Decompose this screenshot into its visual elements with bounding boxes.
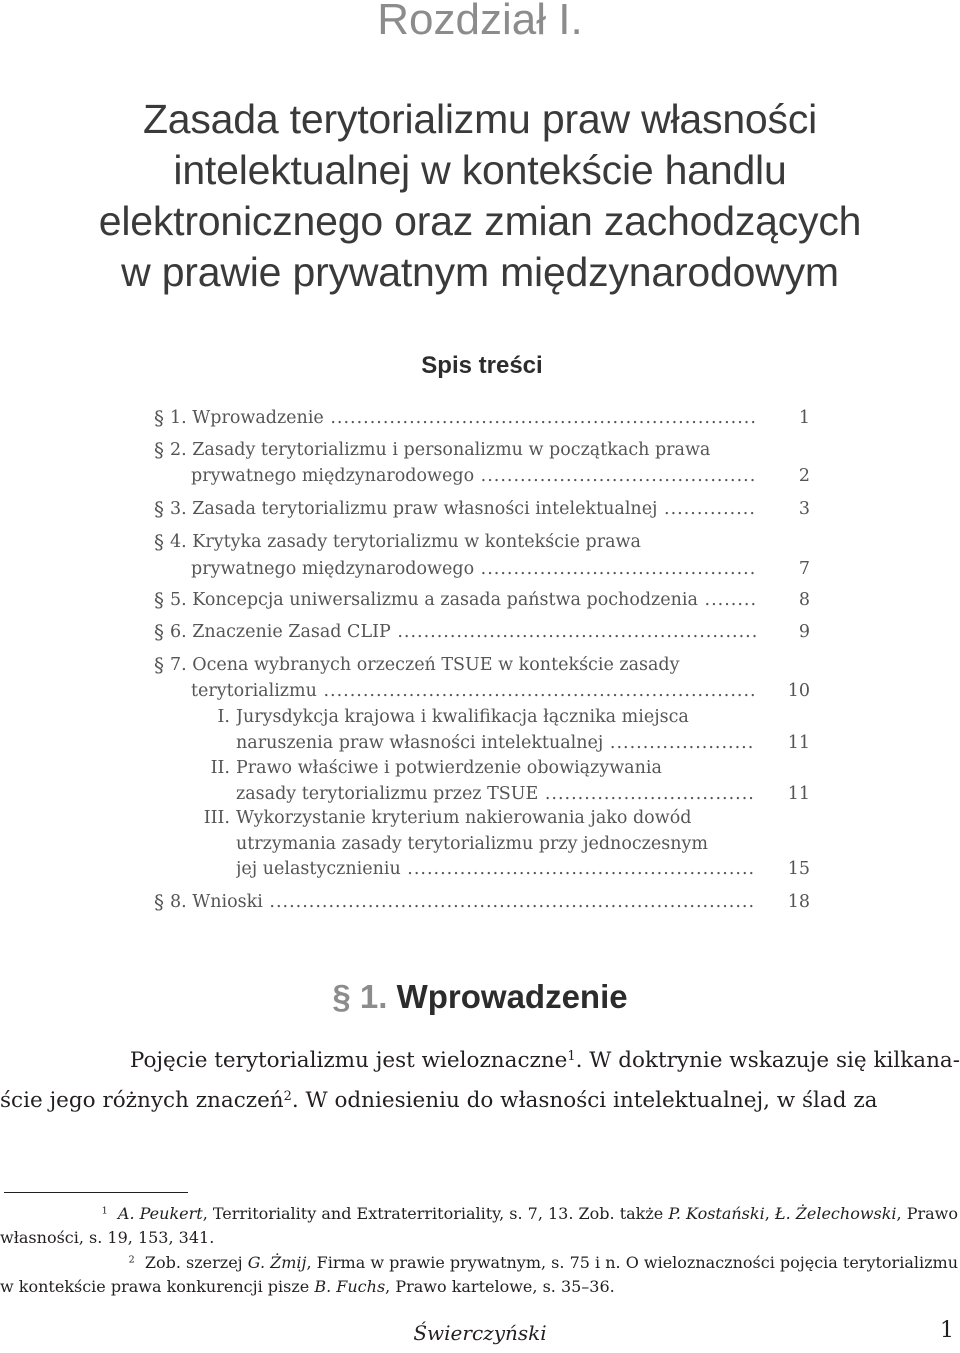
toc-entry-4-line-1[interactable]: 4. Krytyka zasady terytorializmu w kontekście prawa — [170, 532, 641, 552]
toc-page-number: 1 — [798, 408, 810, 428]
section-title: Wprowadzenie — [396, 978, 628, 1015]
toc-page-number: 15 — [787, 859, 810, 879]
section-heading — [0, 978, 960, 1016]
toc-page-number: 18 — [787, 892, 810, 912]
section-sign: § — [154, 438, 164, 462]
toc-page-number: 8 — [798, 590, 810, 610]
chapter-title-line: intelektualnej w kontekście handlu — [173, 147, 787, 193]
toc-page-number: 11 — [787, 784, 810, 804]
section-number: 1. — [359, 978, 388, 1015]
toc-page-number: 11 — [787, 733, 810, 753]
toc-entry-6[interactable]: 6. Znaczenie Zasad CLIP ..... — [170, 620, 756, 645]
toc-entry-7-line-2[interactable]: terytorializmu ..... — [191, 679, 756, 704]
toc-entry-8[interactable]: 8. Wnioski ..... — [170, 890, 756, 915]
section-sign: § — [154, 530, 164, 554]
toc-subentry-numeral: II. — [210, 758, 230, 778]
chapter-title-line: w prawie prywatnym międzynarodowym — [121, 249, 839, 295]
footnote-separator — [4, 1192, 188, 1193]
chapter-title-line: elektronicznego oraz zmian zachodzących — [98, 198, 862, 244]
footnote-ref-2[interactable]: 2 — [283, 1088, 292, 1104]
toc-subentry-1-line-1[interactable]: Jurysdykcja krajowa i kwalifikacja łącznika miejsca — [236, 707, 689, 727]
section-sign: § — [154, 653, 164, 677]
section-sign: § — [154, 890, 164, 914]
toc-subentry-2-line-1[interactable]: Prawo właściwe i potwierdzenie obowiązywania — [236, 758, 662, 778]
toc-entry-1[interactable]: 1. Wprowadzenie ..... — [170, 406, 756, 431]
toc-entry-4-line-2[interactable]: prywatnego międzynarodowego ..... — [191, 557, 756, 582]
body-paragraph-line-1: Pojęcie terytorializmu jest wieloznaczne$^1$. W doktrynie wskazuje się kilkana- — [129, 1048, 960, 1073]
chapter-title — [0, 94, 960, 298]
toc-subentry-2-line-2[interactable]: zasady terytorializmu przez TSUE ..... — [236, 782, 756, 807]
toc-subentry-3-line-2[interactable]: utrzymania zasady terytorializmu przy jednoczesnym — [236, 834, 708, 854]
toc-subentry-3-line-1[interactable]: Wykorzystanie kryterium nakierowania jako dowód — [236, 808, 692, 828]
chapter-label: Rozdział I. — [377, 0, 583, 44]
footnote-ref-1[interactable]: 1 — [567, 1048, 576, 1064]
footnote-2-line-1: $^2$ Zob. szerzej G. Żmij, Firma w prawie prywatnym, s. 75 i n. O wieloznaczności pojęcia terytorializmu — [128, 1253, 958, 1272]
toc-subentry-1-line-2[interactable]: naruszenia praw własności intelektualnej ..... — [236, 731, 756, 756]
section-sign: § — [154, 497, 164, 521]
footnote-2-line-2: w kontekście prawa konkurencji pisze B. Fuchs, Prawo kartelowe, s. 35–36. — [0, 1277, 615, 1296]
page-number: 1 — [940, 1318, 954, 1343]
footnote-1-line-2: własności, s. 19, 153, 341. — [0, 1228, 215, 1247]
section-sign: § — [154, 620, 164, 644]
footnote-1-line-1: $^1$ A. Peukert, Territoriality and Extraterritoriality, s. 7, 13. Zob. także P. Kostański, Ł. Żelechowski, Prawo — [101, 1204, 958, 1223]
toc-page-number: 2 — [798, 466, 810, 486]
toc-page-number: 9 — [798, 622, 810, 642]
section-sign: § — [332, 978, 351, 1015]
toc-entry-7-line-1[interactable]: 7. Ocena wybranych orzeczeń TSUE w kontekście zasady — [170, 655, 680, 675]
running-footer-author: Świerczyński — [413, 1321, 547, 1345]
body-paragraph-line-2: ście jego różnych znaczeń$^2$. W odniesieniu do własności intelektualnej, w ślad za — [0, 1088, 878, 1113]
toc-page-number: 3 — [798, 499, 810, 519]
toc-entry-2-line-2[interactable]: prywatnego międzynarodowego ..... — [191, 464, 756, 489]
toc-entry-3[interactable]: 3. Zasada terytorializmu praw własności intelektualnej ..... — [170, 497, 756, 522]
section-sign: § — [154, 406, 164, 430]
toc-entry-5[interactable]: 5. Koncepcja uniwersalizmu a zasada państwa pochodzenia ..... — [170, 588, 756, 613]
toc-subentry-3-line-3[interactable]: jej uelastycznieniu ..... — [236, 857, 756, 882]
toc-entry-2-line-1[interactable]: 2. Zasady terytorializmu i personalizmu w początkach prawa — [170, 440, 711, 460]
toc-subentry-numeral: III. — [203, 808, 230, 828]
chapter-title-line: Zasada terytorializmu praw własności — [142, 96, 818, 142]
toc-heading: Spis treści — [421, 352, 543, 379]
toc-subentry-numeral: I. — [217, 707, 230, 727]
toc-page-number: 10 — [787, 681, 810, 701]
toc-page-number: 7 — [798, 559, 810, 579]
section-sign: § — [154, 588, 164, 612]
